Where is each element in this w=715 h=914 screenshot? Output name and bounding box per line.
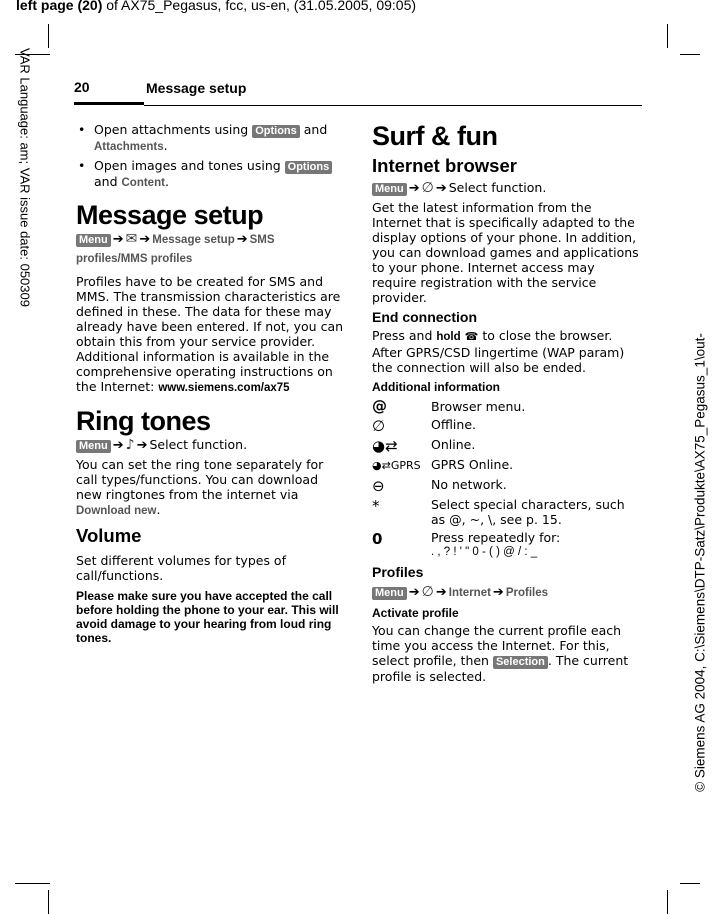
body-text-span: You can set the ring tone separately for call types/functions. You can download new ringtones from the internet via bbox=[76, 457, 324, 502]
info-text: Online. bbox=[431, 437, 476, 452]
subsection-title: Internet browser bbox=[372, 155, 517, 176]
page-number: 20 bbox=[74, 79, 90, 95]
menu-path bbox=[76, 230, 344, 268]
body-text bbox=[372, 328, 640, 375]
keyword: Attachments bbox=[94, 141, 164, 153]
print-header-bold: left page (20) bbox=[16, 0, 103, 13]
body-text-span: . The current profile is selected. bbox=[372, 653, 629, 684]
info-text: No network. bbox=[431, 477, 507, 492]
info-row bbox=[372, 477, 640, 495]
internet-icon: ∅ bbox=[421, 584, 434, 600]
subsection-title: Additional information bbox=[372, 380, 500, 394]
page-title: Message setup bbox=[146, 80, 247, 96]
section-title: Ring tones bbox=[76, 406, 211, 436]
crop-mark bbox=[680, 883, 700, 884]
info-text: Offline. bbox=[431, 417, 476, 432]
body-text-span: You can change the current profile each time you access the Internet. For this, select profile, then bbox=[372, 623, 622, 668]
right-column bbox=[372, 121, 640, 684]
zero-key-icon: 0 bbox=[372, 530, 383, 548]
body-text bbox=[76, 274, 344, 396]
arrow-icon: ➔ bbox=[139, 232, 151, 247]
header-rule-thick bbox=[74, 102, 144, 105]
info-row bbox=[372, 397, 640, 415]
body-text: You can set the ring tone separately for call types/functions. You can download new ringtones from the internet via Download new. bbox=[76, 457, 324, 517]
section-title: Surf & fun bbox=[372, 121, 498, 151]
subsection-title: Profiles bbox=[372, 564, 424, 580]
info-row bbox=[372, 497, 640, 527]
menu-softkey[interactable]: Menu bbox=[372, 587, 407, 600]
envelope-icon: ✉ bbox=[125, 231, 138, 247]
keyword: Content bbox=[121, 177, 165, 189]
options-softkey[interactable]: Options bbox=[285, 161, 333, 174]
internet-icon: ∅ bbox=[421, 180, 434, 196]
bullet-item bbox=[76, 158, 344, 191]
keyword: SMS profiles/MMS profiles bbox=[76, 234, 275, 265]
additional-info-list bbox=[372, 397, 640, 560]
crop-mark bbox=[48, 890, 49, 914]
end-call-key-icon: ☎ bbox=[464, 330, 479, 343]
bullet-text: Open attachments using bbox=[94, 122, 253, 137]
bullet-text: and bbox=[94, 174, 122, 189]
url-link[interactable]: www.siemens.com/ax75 bbox=[158, 382, 290, 394]
arrow-icon: ➔ bbox=[435, 181, 447, 196]
section-title: Message setup bbox=[76, 200, 264, 230]
crop-mark bbox=[680, 54, 700, 55]
no-network-icon: ⊖ bbox=[372, 477, 385, 495]
crop-mark bbox=[667, 24, 668, 48]
info-text: Browser menu. bbox=[431, 399, 526, 414]
menu-softkey[interactable]: Menu bbox=[372, 183, 407, 196]
side-note-left: VAR Language: am; VAR issue date: 050309 bbox=[17, 48, 33, 307]
bullet-item bbox=[76, 122, 344, 155]
safety-notice: Please make sure you have accepted the call before holding the phone to your ear. This will avoid damage to your hearing from loud ring tones. bbox=[76, 589, 339, 645]
header-rule-thin bbox=[144, 105, 642, 106]
gprs-online-icon: ◕⇄GPRS bbox=[372, 459, 421, 472]
keyword: hold bbox=[436, 331, 461, 343]
info-row bbox=[372, 530, 640, 560]
crop-mark bbox=[48, 24, 49, 48]
special-chars: . , ? ! ' " 0 - ( ) @ / : _ bbox=[431, 546, 538, 558]
info-text: Select special characters, such as @, ~, \, see p. 15. bbox=[431, 497, 625, 527]
arrow-icon: ➔ bbox=[408, 585, 420, 600]
body-text-span: to close the browser. After GPRS/CSD lingertime (WAP param) the connection will also be ended. bbox=[372, 328, 625, 375]
online-icon: ◕⇄ bbox=[372, 437, 398, 455]
bullet-text: Open images and tones using bbox=[94, 158, 285, 173]
arrow-icon: ➔ bbox=[112, 232, 124, 247]
selection-softkey[interactable]: Selection bbox=[493, 656, 548, 669]
info-text: GPRS Online. bbox=[431, 457, 514, 472]
menu-path bbox=[372, 179, 640, 197]
subsection-title: End connection bbox=[372, 309, 477, 325]
keyword: Download new bbox=[76, 505, 157, 517]
print-header bbox=[16, 0, 416, 13]
bullet-text: . bbox=[163, 138, 168, 153]
crop-mark bbox=[667, 890, 668, 914]
menu-path bbox=[372, 583, 640, 602]
side-note-right: © Siemens AG 2004, C:\Siemens\DTP-Satz\Produkte\AX75_Pegasus_1\out- bbox=[692, 333, 708, 792]
print-header-rest: of AX75_Pegasus, fcc, us-en, (31.05.2005, 09:05) bbox=[102, 0, 417, 13]
menu-softkey[interactable]: Menu bbox=[76, 440, 111, 453]
arrow-icon: ➔ bbox=[408, 181, 420, 196]
browser-menu-icon: @ bbox=[372, 397, 387, 415]
body-text: Get the latest information from the Internet that is specifically adapted to the display options of your phone. In addition, you can download games and applications to your phone. Internet access may require registration with the service provider. bbox=[372, 200, 639, 305]
info-text bbox=[431, 530, 636, 560]
info-row bbox=[372, 457, 640, 475]
info-text-line: Press repeatedly for: bbox=[431, 530, 561, 545]
arrow-icon: ➔ bbox=[136, 438, 148, 453]
path-text: Select function. bbox=[149, 437, 248, 452]
menu-path bbox=[76, 436, 344, 454]
arrow-icon: ➔ bbox=[435, 585, 447, 600]
arrow-icon: ➔ bbox=[236, 232, 248, 247]
left-column bbox=[76, 122, 344, 645]
arrow-icon: ➔ bbox=[112, 438, 124, 453]
body-text bbox=[372, 623, 640, 684]
offline-icon: ∅ bbox=[372, 417, 386, 435]
bullet-text: and bbox=[299, 122, 328, 137]
path-text: Select function. bbox=[448, 180, 547, 195]
keyword: Internet bbox=[448, 587, 491, 599]
keyword: Profiles bbox=[505, 587, 549, 599]
info-row bbox=[372, 417, 640, 435]
crop-mark bbox=[15, 883, 50, 884]
options-softkey[interactable]: Options bbox=[252, 125, 300, 138]
info-row bbox=[372, 437, 640, 455]
body-text-span: Press and bbox=[372, 328, 437, 343]
bullet-text: . bbox=[164, 174, 169, 189]
menu-softkey[interactable]: Menu bbox=[76, 234, 111, 247]
star-key-icon: * bbox=[372, 497, 380, 515]
keyword: Message setup bbox=[152, 234, 235, 246]
ringtone-icon: ♪ bbox=[125, 437, 135, 453]
body-text-span: Profiles have to be created for SMS and MMS. The transmission characteristics are defined in these. The data for these may already have been entered. If not, you can obtain this from your service provider. Additional information is available in the comprehensive operating instructions on the Internet: bbox=[76, 274, 344, 394]
subsection-title: Volume bbox=[76, 525, 142, 546]
arrow-icon: ➔ bbox=[492, 585, 504, 600]
subsection-title: Activate profile bbox=[372, 606, 459, 620]
body-text: Set different volumes for types of call/functions. bbox=[76, 553, 286, 583]
